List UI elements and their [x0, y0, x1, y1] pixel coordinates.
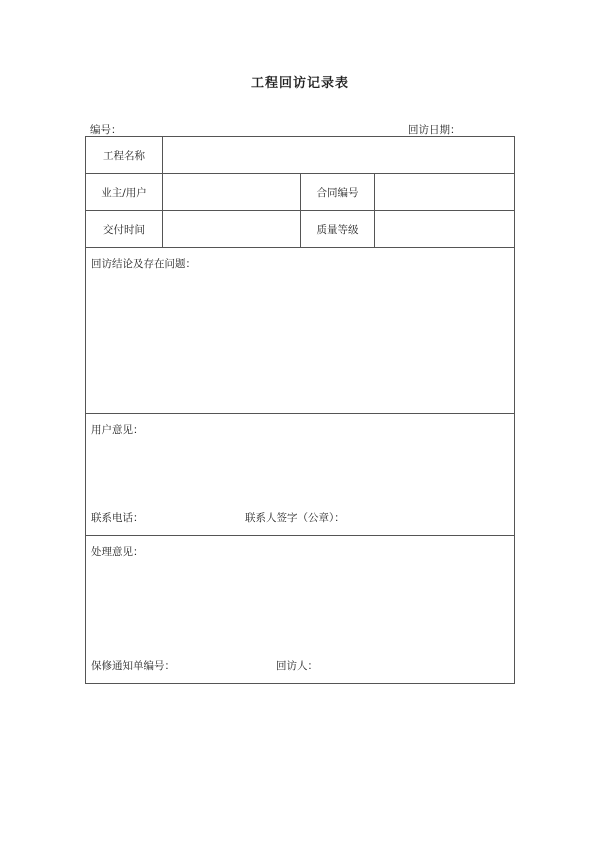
warranty-notice-number-label: 保修通知单编号： [91, 660, 175, 672]
contract-number-label: 合同编号 [300, 174, 374, 210]
visitor-label: 回访人： [276, 660, 318, 672]
form-title: 工程回访记录表 [250, 76, 349, 91]
visit-date-label: 回访日期： [408, 124, 461, 136]
visit-conclusion-field[interactable] [86, 274, 514, 407]
delivery-quality-row [86, 211, 514, 248]
project-name-label: 工程名称 [103, 149, 145, 162]
user-opinion-field[interactable] [86, 440, 514, 505]
quality-grade-label: 质量等级 [300, 211, 374, 247]
project-name-field[interactable] [162, 137, 514, 173]
contract-number-field[interactable] [374, 174, 514, 210]
owner-user-field[interactable] [162, 174, 300, 210]
user-opinion-section [86, 414, 514, 536]
contact-signature-label: 联系人签字（公章）： [245, 512, 345, 524]
quality-grade-field[interactable] [374, 211, 514, 247]
visit-conclusion-section [86, 248, 514, 414]
visit-conclusion-label: 回访结论及存在问题： [91, 258, 196, 270]
user-opinion-label: 用户意见： [91, 424, 144, 436]
delivery-time-label: 交付时间 [103, 223, 145, 236]
visit-record-form [85, 136, 515, 684]
delivery-time-field[interactable] [162, 211, 300, 247]
handling-opinion-section [86, 536, 514, 683]
owner-user-label: 业主/用户 [101, 186, 147, 199]
project-name-row [86, 137, 514, 174]
handling-opinion-field[interactable] [86, 562, 514, 653]
contact-phone-label: 联系电话： [91, 512, 144, 524]
handling-opinion-label: 处理意见： [91, 546, 144, 558]
owner-contract-row [86, 174, 514, 211]
number-label: 编号： [90, 124, 122, 136]
